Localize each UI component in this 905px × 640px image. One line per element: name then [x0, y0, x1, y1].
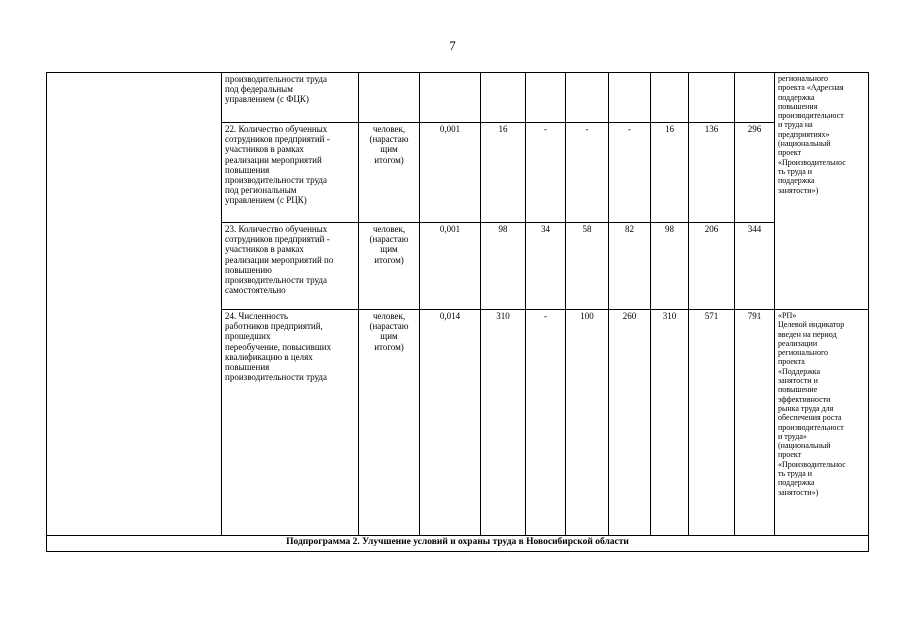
text-line: квалификацию в целях — [225, 351, 313, 362]
indicators-table — [46, 72, 869, 552]
text-line: поддержка — [778, 176, 815, 186]
text-line: сотрудников предприятий - — [225, 234, 330, 245]
text-line: работников предприятий, — [225, 321, 323, 332]
text-line: проекта «Адресная — [778, 83, 844, 93]
text-line: повышения — [778, 101, 818, 111]
text-line: управлением (с ФЦК) — [225, 94, 309, 105]
value-cell: - — [566, 123, 609, 223]
note-cell — [775, 310, 869, 536]
subprogram-title: Подпрограмма 2. Улучшение условий и охраны труда в Новосибирской области — [47, 536, 869, 552]
text-line: управлением (с РЦК) — [225, 195, 307, 206]
text-line: эффективности — [778, 394, 831, 404]
value-cell: 58 — [566, 223, 609, 310]
text-line: участников в рамках — [225, 144, 304, 155]
text-line: реализации мероприятий — [225, 154, 322, 165]
text-line: проекта — [778, 357, 805, 367]
text-line: самостоятельно — [225, 285, 286, 296]
text-line: поддержка — [778, 92, 815, 102]
text-line: обеспечения роста — [778, 413, 842, 423]
unit-cell — [359, 123, 420, 223]
text-line: занятости и — [778, 376, 818, 386]
text-line: 22. Количество обученных — [225, 124, 328, 134]
text-line: поддержка — [778, 478, 815, 488]
text-line: ть труда и — [778, 469, 813, 479]
text-line: переобучение, повысивших — [225, 341, 332, 352]
text-line: «Производительнос — [778, 459, 846, 469]
value-cell: 98 — [481, 223, 526, 310]
text-line: человек, — [372, 311, 406, 321]
text-line: щим — [380, 331, 398, 342]
value-cell: 82 — [609, 223, 651, 310]
weight-cell: 0,014 — [420, 310, 481, 536]
table-row — [47, 73, 869, 123]
text-line: щим — [380, 144, 398, 155]
text-line: производительности труда — [225, 74, 328, 84]
text-line: занятости») — [778, 487, 819, 497]
value-cell: 98 — [651, 223, 689, 310]
text-line: итогом) — [374, 254, 404, 265]
text-line: повышение — [778, 385, 818, 395]
text-line: участников в рамках — [225, 244, 304, 255]
text-line: 24. Численность — [225, 311, 289, 321]
value-cell — [689, 73, 735, 123]
value-cell — [481, 73, 526, 123]
indicator-name-cell — [222, 223, 359, 310]
value-cell — [651, 73, 689, 123]
text-line: щим — [380, 244, 398, 255]
page-number: 7 — [449, 38, 456, 53]
goal-cell — [47, 73, 222, 536]
subprogram-row — [47, 536, 869, 552]
value-cell: 296 — [735, 123, 775, 223]
text-line: введен на период — [778, 329, 837, 339]
value-cell: 791 — [735, 310, 775, 536]
text-line: и труда на — [778, 120, 813, 130]
text-line: производительности труда — [225, 275, 328, 286]
text-line: под региональным — [225, 185, 297, 196]
text-line: (нарастаю — [369, 234, 409, 245]
text-line: регионального — [778, 348, 829, 358]
weight-cell: 0,001 — [420, 123, 481, 223]
unit-cell — [359, 223, 420, 310]
text-line: проект — [778, 148, 802, 158]
text-line: (национальный — [778, 441, 831, 451]
text-line: под федеральным — [225, 84, 293, 95]
unit-cell — [359, 310, 420, 536]
text-line: повышения — [225, 362, 270, 373]
text-line: производительност — [778, 111, 844, 121]
value-cell: 310 — [481, 310, 526, 536]
text-line: и труда» — [778, 431, 807, 441]
indicator-name-cell — [222, 123, 359, 223]
note-cell — [775, 73, 869, 310]
text-line: «Производительнос — [778, 157, 846, 167]
text-line: занятости») — [778, 185, 819, 195]
value-cell — [609, 73, 651, 123]
indicator-name-cell — [222, 310, 359, 536]
value-cell: 16 — [651, 123, 689, 223]
text-line: человек, — [372, 224, 406, 234]
value-cell: 260 — [609, 310, 651, 536]
text-line: производительности труда — [225, 372, 328, 383]
text-line: рынка труда для — [778, 403, 834, 413]
value-cell: - — [609, 123, 651, 223]
value-cell: 310 — [651, 310, 689, 536]
value-cell: 136 — [689, 123, 735, 223]
text-line: 23. Количество обученных — [225, 224, 328, 234]
text-line: «РП» — [778, 311, 797, 320]
text-line: итогом) — [374, 154, 404, 165]
value-cell — [735, 73, 775, 123]
value-cell: - — [526, 123, 566, 223]
text-line: реализации мероприятий по — [225, 254, 334, 265]
text-line: производительност — [778, 422, 844, 432]
value-cell: 206 — [689, 223, 735, 310]
value-cell: 344 — [735, 223, 775, 310]
text-line: «Поддержка — [778, 366, 821, 376]
text-line: реализации — [778, 338, 818, 348]
text-line: человек, — [372, 124, 406, 134]
value-cell: 34 — [526, 223, 566, 310]
value-cell: 571 — [689, 310, 735, 536]
text-line: итогом) — [374, 341, 404, 352]
text-line: повышению — [225, 264, 272, 275]
text-line: предприятиях» — [778, 129, 830, 139]
text-line: Целевой индикатор — [778, 320, 845, 330]
weight-cell: 0,001 — [420, 223, 481, 310]
value-cell: 16 — [481, 123, 526, 223]
value-cell — [526, 73, 566, 123]
weight-cell — [420, 73, 481, 123]
text-line: (нарастаю — [369, 134, 409, 145]
text-line: производительности труда — [225, 175, 328, 186]
text-line: прошедших — [225, 331, 271, 342]
text-line: проект — [778, 450, 802, 460]
text-line: повышения — [225, 164, 270, 175]
indicator-name-cell — [222, 73, 359, 123]
text-line: регионального — [778, 74, 829, 83]
text-line: (национальный — [778, 139, 831, 149]
unit-cell — [359, 73, 420, 123]
text-line: (нарастаю — [369, 321, 409, 332]
text-line: ть труда и — [778, 166, 813, 176]
value-cell — [566, 73, 609, 123]
value-cell: - — [526, 310, 566, 536]
text-line: сотрудников предприятий - — [225, 134, 330, 145]
value-cell: 100 — [566, 310, 609, 536]
